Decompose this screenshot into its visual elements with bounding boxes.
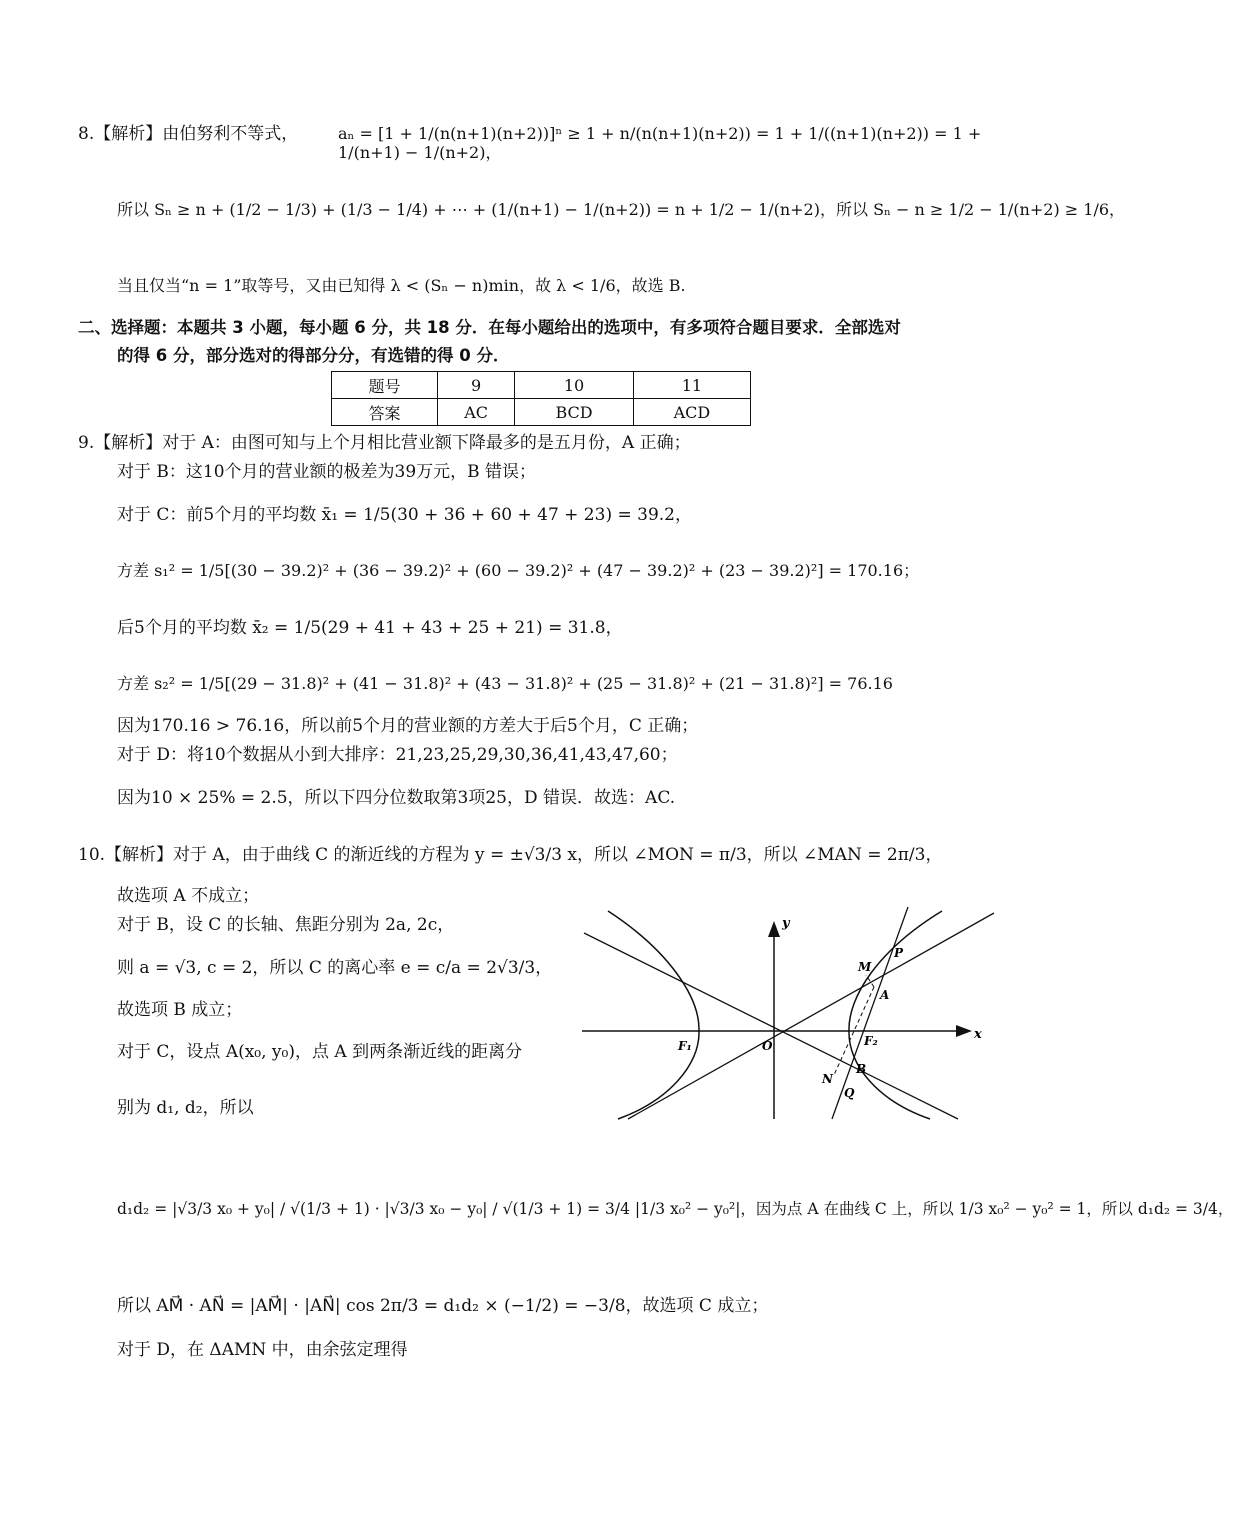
q10-text8: d₁d₂ = |√3/3 x₀ + y₀| / √(1/3 + 1) · |√3/3 x₀ − y₀| / √(1/3 + 1) = 3/4 |1/3 x₀² − y₀²|，因为点 A 在曲线 C 上，所以 1/3 x₀² − y₀² = 1，所以 d₁d₂ = 3/4，	[117, 1200, 1233, 1218]
section2-heading-text1: 二、选择题：本题共 3 小题，每小题 6 分，共 18 分．在每小题给出的选项中，有多项符合题目要求．全部选对	[78, 318, 901, 337]
answer-table-header-label: 题号	[332, 372, 438, 399]
answer-table-number-11: 11	[633, 372, 750, 399]
q10-line4	[117, 958, 552, 978]
answer-table-answer-10: BCD	[515, 399, 634, 426]
q10-text10: 对于 D，在 ΔAMN 中，由余弦定理得	[117, 1340, 408, 1360]
q9-line6	[117, 674, 893, 693]
q9-line9	[117, 788, 675, 808]
answer-table	[331, 371, 751, 426]
hyperbola-figure	[578, 905, 998, 1123]
answer-table-answer-11: ACD	[633, 399, 750, 426]
q10-line5	[117, 1000, 242, 1020]
label-B: B	[856, 1062, 867, 1076]
label-M: M	[858, 960, 872, 974]
section2-heading-text2: 的得 6 分，部分选对的得部分分，有选错的得 0 分．	[117, 346, 510, 365]
answer-table-answer-label: 答案	[332, 399, 438, 426]
q10-text7: 别为 d₁, d₂，所以	[117, 1098, 254, 1118]
q8-line1-prefix: 8.【解析】由伯努利不等式，	[78, 124, 299, 144]
q8-line2	[117, 200, 1125, 219]
x-axis-arrow-icon	[956, 1025, 972, 1037]
q10-text5: 故选项 B 成立；	[117, 1000, 243, 1020]
q9-text8: 对于 D：将10个数据从小到大排序：21,23,25,29,30,36,41,43,47,60；	[117, 745, 678, 765]
answer-table-number-9: 9	[438, 372, 515, 399]
q8-line1-formula: aₙ = [1 + 1/(n(n+1)(n+2))]ⁿ ≥ 1 + n/(n(n+1)(n+2)) = 1 + 1/((n+1)(n+2)) = 1 + 1/(n+1) − 1/(n+2)，	[338, 124, 982, 163]
q9-line2	[117, 462, 536, 482]
q9-text4: 方差 s₁² = 1/5[(30 − 39.2)² + (36 − 39.2)² + (60 − 39.2)² + (47 − 39.2)² + (23 − 39.2)²] = 170.16；	[117, 561, 920, 580]
q9-line4	[117, 561, 919, 580]
q9-text1: 9.【解析】对于 A：由图可知与上个月相比营业额下降最多的是五月份，A 正确；	[78, 433, 691, 453]
q9-line5	[117, 618, 623, 638]
q10-line2	[117, 886, 259, 906]
q8-line3-text: 当且仅当“n = 1”取等号，又由已知得 λ < (Sₙ − n)min，故 λ < 1/6，故选 B.	[117, 276, 686, 295]
q10-text6: 对于 C，设点 A(x₀, y₀)，点 A 到两条渐近线的距离分	[117, 1042, 523, 1062]
q9-text9: 因为10 × 25% = 2.5，所以下四分位数取第3项25，D 错误．故选：AC.	[117, 788, 676, 808]
q10-text4: 则 a = √3, c = 2，所以 C 的离心率 e = c/a = 2√3/3，	[117, 958, 553, 978]
q10-line8	[117, 1200, 1233, 1219]
asymptote-1	[584, 933, 958, 1119]
y-axis-arrow-icon	[768, 921, 780, 937]
label-N: N	[822, 1072, 833, 1086]
label-F2: F₂	[864, 1034, 878, 1048]
q8-line1	[78, 124, 298, 144]
label-O: O	[762, 1039, 773, 1053]
q10-line10	[117, 1340, 408, 1360]
q8-line3	[117, 276, 686, 295]
answer-table-row-numbers	[332, 372, 751, 399]
label-x: x	[974, 1027, 982, 1042]
q10-text3: 对于 B，设 C 的长轴、焦距分别为 2a, 2c，	[117, 915, 455, 935]
q10-line9	[117, 1296, 768, 1316]
q8-line2-text: 所以 Sₙ ≥ n + (1/2 − 1/3) + (1/3 − 1/4) + ⋯ + (1/(n+1) − 1/(n+2)) = n + 1/2 − 1/(n+2)，所以 Sₙ − n ≥ 1/2 − 1/(n+2) ≥ 1/6，	[117, 200, 1126, 219]
section2-heading-line1	[78, 318, 901, 338]
label-P: P	[894, 946, 904, 960]
answer-table-number-10: 10	[515, 372, 634, 399]
q10-line3	[117, 915, 454, 935]
answer-table-row-answers	[332, 399, 751, 426]
q9-text5: 后5个月的平均数 x̄₂ = 1/5(29 + 41 + 43 + 25 + 21) = 31.8，	[117, 618, 623, 638]
q9-line1	[78, 433, 691, 453]
q10-text1: 10.【解析】对于 A，由于曲线 C 的渐近线的方程为 y = ±√3/3 x，所以 ∠MON = π/3，所以 ∠MAN = 2π/3，	[78, 845, 943, 865]
q10-line1	[78, 845, 942, 865]
label-A: A	[880, 988, 890, 1002]
q8-line1-math	[338, 124, 1028, 162]
q9-line7	[117, 716, 698, 736]
q10-text2: 故选项 A 不成立；	[117, 886, 260, 906]
q9-text7: 因为170.16 > 76.16，所以前5个月的营业额的方差大于后5个月，C 正确；	[117, 716, 699, 736]
q9-line3	[117, 505, 692, 525]
q9-text2: 对于 B：这10个月的营业额的极差为39万元，B 错误；	[117, 462, 537, 482]
section2-heading-line2	[117, 346, 509, 366]
answer-table-answer-9: AC	[438, 399, 515, 426]
label-F1: F₁	[678, 1039, 692, 1053]
q9-text3: 对于 C：前5个月的平均数 x̄₁ = 1/5(30 + 36 + 60 + 47 + 23) = 39.2，	[117, 505, 692, 525]
label-Q: Q	[844, 1086, 855, 1100]
q9-line8	[117, 745, 678, 765]
q10-line7	[117, 1098, 254, 1118]
q10-line6	[117, 1042, 522, 1062]
q9-text6: 方差 s₂² = 1/5[(29 − 31.8)² + (41 − 31.8)² + (43 − 31.8)² + (25 − 31.8)² + (21 − 31.8)²] = 76.16	[117, 674, 893, 693]
label-y: y	[782, 916, 790, 931]
hyperbola-left-branch	[608, 911, 699, 1119]
asymptote-2	[628, 913, 994, 1119]
q10-text9: 所以 AM⃗ · AN⃗ = |AM⃗| · |AN⃗| cos 2π/3 = d₁d₂ × (−1/2) = −3/8，故选项 C 成立；	[117, 1296, 769, 1316]
